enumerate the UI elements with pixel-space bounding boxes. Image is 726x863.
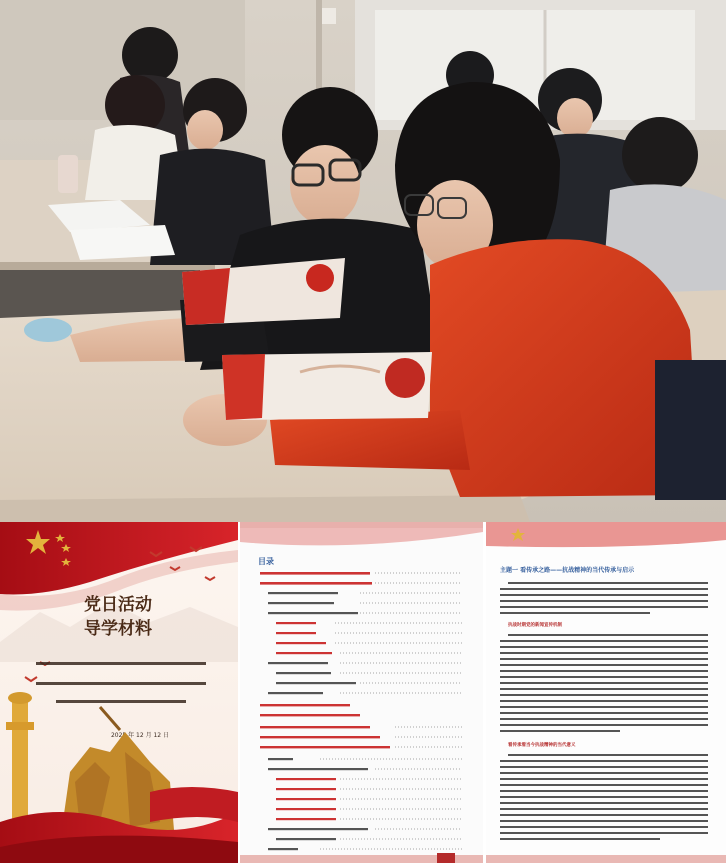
section-heading-1: 抗战时期党的新闻宣传机制 bbox=[508, 623, 562, 628]
cover-title-line2: 导学材料 bbox=[84, 619, 152, 639]
content-page bbox=[486, 522, 726, 863]
toc-heading: 目录 bbox=[258, 557, 274, 566]
toc-page bbox=[240, 522, 483, 863]
section-heading-2: 看传承看当今抗战精神的当代意义 bbox=[508, 743, 576, 748]
paragraph-3 bbox=[500, 754, 708, 840]
cover-title-line1: 党日活动 bbox=[84, 595, 152, 615]
content-art bbox=[486, 522, 726, 863]
paragraph-1 bbox=[500, 582, 708, 614]
paragraph-2 bbox=[500, 634, 708, 732]
cover-date: 2025 年 12 月 12 日 bbox=[110, 732, 170, 739]
cover-art bbox=[0, 522, 238, 863]
booklet-cover bbox=[0, 522, 238, 863]
toc-art bbox=[240, 522, 483, 863]
toc-entries bbox=[260, 572, 462, 850]
content-heading: 主题一 看传承之路——抗战精神的当代传承与启示 bbox=[500, 567, 635, 574]
